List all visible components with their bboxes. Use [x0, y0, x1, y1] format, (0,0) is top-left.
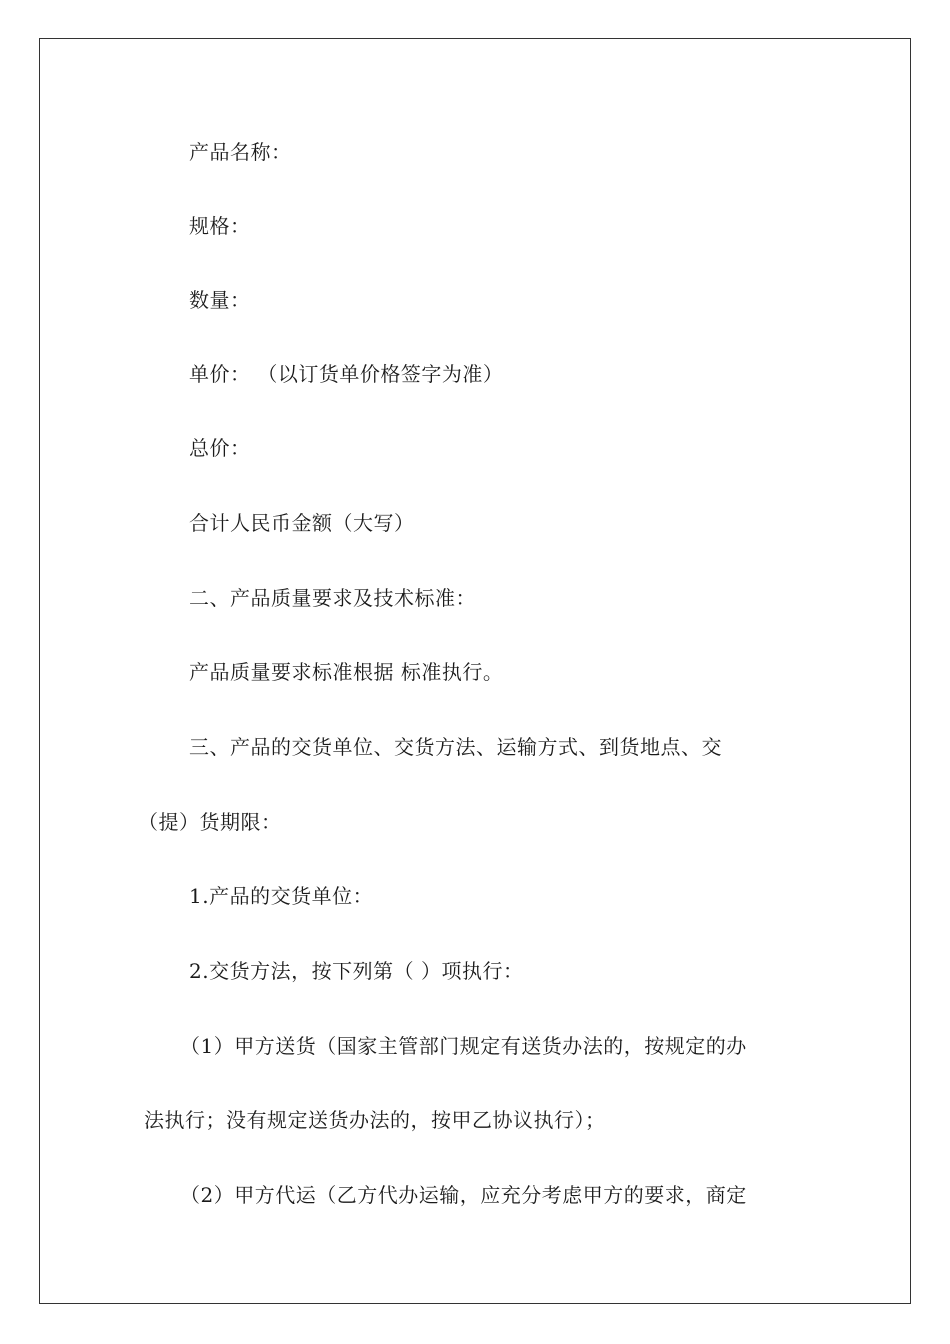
option-two-line: （2）甲方代运（乙方代办运输，应充分考虑甲方的要求，商定	[180, 1183, 747, 1207]
quantity-line: 数量：	[189, 288, 251, 312]
section-three-heading-cont: （提）货期限：	[138, 810, 282, 834]
quality-standard-line: 产品质量要求标准根据 标准执行。	[189, 660, 504, 684]
delivery-method-line: 2.交货方法，按下列第（ ）项执行：	[189, 959, 524, 983]
rmb-amount-line: 合计人民币金额（大写）	[189, 511, 415, 535]
section-three-heading: 三、产品的交货单位、交货方法、运输方式、到货地点、交	[189, 735, 722, 759]
option-one-line-cont: 法执行；没有规定送货办法的，按甲乙协议执行）；	[144, 1108, 606, 1132]
product-name-line: 产品名称：	[189, 140, 292, 164]
specification-line: 规格：	[189, 214, 251, 238]
unit-price-line: 单价： （以订货单价格签字为准）	[189, 362, 504, 386]
section-two-heading: 二、产品质量要求及技术标准：	[189, 586, 476, 610]
total-price-line: 总价：	[189, 436, 251, 460]
option-one-line: （1）甲方送货（国家主管部门规定有送货办法的，按规定的办	[180, 1034, 747, 1058]
delivery-unit-line: 1.产品的交货单位：	[189, 884, 374, 908]
